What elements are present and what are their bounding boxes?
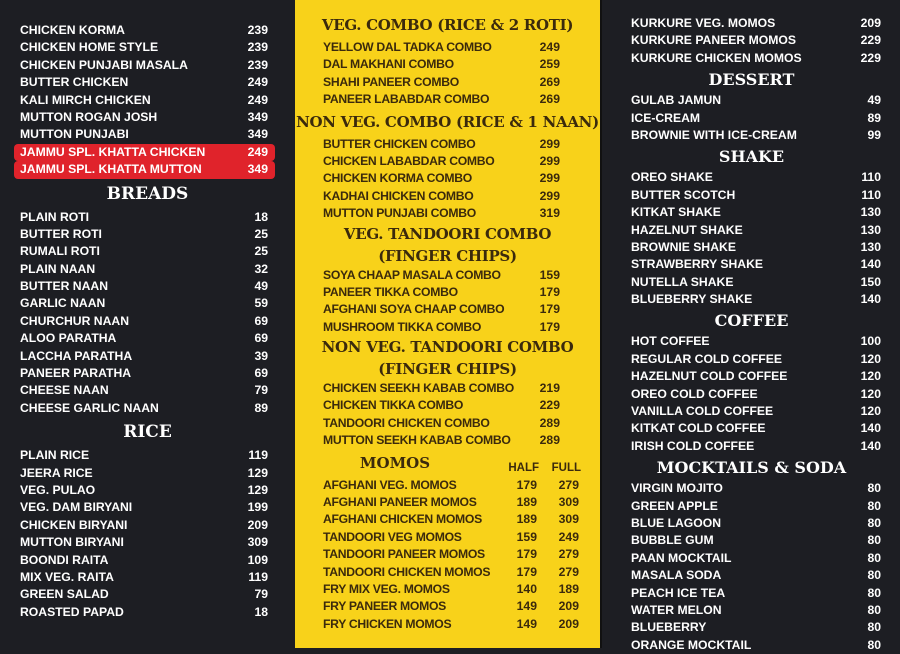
item-name: VANILLA COLD COFFEE <box>631 404 774 419</box>
item-name: IRISH COLD COFFEE <box>631 438 755 453</box>
menu-item <box>0 499 295 516</box>
item-full-price: 309 <box>558 495 579 510</box>
menu-item <box>0 604 295 621</box>
item-name: MUTTON PUNJABI COMBO <box>323 206 476 221</box>
item-name: MUTTON PUNJABI <box>20 127 129 142</box>
item-name: MUTTON BIRYANI <box>20 535 124 550</box>
menu-item <box>0 261 295 278</box>
item-name: CHICKEN KORMA <box>20 23 125 37</box>
item-price: 80 <box>867 620 881 635</box>
item-name: KURKURE CHICKEN MOMOS <box>631 50 802 65</box>
menu-item <box>603 239 900 256</box>
menu-item <box>603 32 900 49</box>
item-name: JEERA RICE <box>20 465 93 480</box>
menu-item <box>0 534 295 551</box>
menu-item <box>603 333 900 350</box>
item-name: GULAB JAMUN <box>631 93 722 108</box>
item-name: CHICKEN LABABDAR COMBO <box>323 153 495 168</box>
menu-item <box>603 169 900 186</box>
menu-item <box>603 420 900 437</box>
item-price: 110 <box>861 187 881 202</box>
item-price: 239 <box>247 57 268 72</box>
item-price: 269 <box>539 74 560 89</box>
item-price: 179 <box>539 302 560 317</box>
menu-item <box>295 511 600 528</box>
full-column-label: FULL <box>551 461 581 474</box>
item-name: CHICKEN SEEKH KABAB COMBO <box>323 381 514 396</box>
menu-item <box>0 330 295 347</box>
item-full-price: 209 <box>558 616 579 631</box>
item-name: HOT COFFEE <box>631 334 710 349</box>
item-name: CHEESE GARLIC NAAN <box>20 400 159 415</box>
section-heading: MOMOS <box>359 453 431 472</box>
item-price: 219 <box>539 381 560 396</box>
item-name: VEG. DAM BIRYANI <box>20 500 133 515</box>
item-name: CHICKEN KORMA COMBO <box>323 171 472 186</box>
menu-item <box>0 57 295 74</box>
item-price: 150 <box>860 274 881 289</box>
menu-item <box>603 15 900 32</box>
menu-item <box>295 56 600 73</box>
menu-item <box>0 313 295 330</box>
menu-item <box>0 447 295 464</box>
menu-item <box>295 380 600 397</box>
item-name: TANDOORI CHICKEN COMBO <box>323 415 490 430</box>
item-price: 130 <box>860 239 881 254</box>
section-heading: SHAKE <box>718 147 785 167</box>
item-price: 140 <box>860 292 881 307</box>
item-name: GREEN APPLE <box>631 498 718 513</box>
menu-item <box>295 301 600 318</box>
menu-item <box>603 351 900 368</box>
item-price: 289 <box>539 415 560 430</box>
menu-item <box>0 465 295 482</box>
item-price: 140 <box>860 438 881 453</box>
item-price: 140 <box>860 421 881 436</box>
menu-item <box>603 585 900 602</box>
item-price: 80 <box>867 481 881 496</box>
item-price: 80 <box>867 515 881 530</box>
item-price: 269 <box>539 92 560 107</box>
item-full-price: 249 <box>558 529 579 544</box>
item-full-price: 209 <box>558 599 579 614</box>
item-name: WATER MELON <box>631 602 722 617</box>
item-name: YELLOW DAL TADKA COMBO <box>323 40 492 54</box>
menu-item <box>0 74 295 91</box>
item-price: 89 <box>867 110 881 125</box>
menu-item <box>603 515 900 532</box>
item-price: 100 <box>860 334 881 349</box>
menu-item <box>295 39 600 56</box>
item-name: ALOO PARATHA <box>20 331 117 346</box>
item-name: FRY PANEER MOMOS <box>323 599 446 614</box>
item-name: KALI MIRCH CHICKEN <box>20 92 151 107</box>
menu-item <box>295 397 600 414</box>
item-name: MIX VEG. RAITA <box>20 569 114 584</box>
item-name: BROWNIE WITH ICE-CREAM <box>631 127 797 142</box>
item-name: BUTTER SCOTCH <box>631 187 736 202</box>
item-name: MUSHROOM TIKKA COMBO <box>323 319 482 334</box>
menu-item <box>603 291 900 308</box>
item-name: PAAN MOCKTAIL <box>631 550 732 565</box>
half-column-label: HALF <box>508 461 539 474</box>
item-name: BOONDI RAITA <box>20 552 109 567</box>
item-price: 59 <box>254 296 268 311</box>
item-name: BUTTER ROTI <box>20 226 102 241</box>
item-name: KURKURE VEG. MOMOS <box>631 16 776 30</box>
section-heading: NON VEG. TANDOORI COMBO <box>321 338 574 357</box>
item-price: 49 <box>254 279 268 294</box>
item-half-price: 149 <box>516 616 537 631</box>
item-name: BLUE LAGOON <box>631 515 722 530</box>
item-name: FRY MIX VEG. MOMOS <box>323 581 450 596</box>
item-price: 80 <box>867 568 881 583</box>
menu-item <box>603 550 900 567</box>
item-name: PANEER LABABDAR COMBO <box>323 92 490 107</box>
item-name: MUTTON ROGAN JOSH <box>20 109 158 124</box>
item-name: LACCHA PARATHA <box>20 348 133 363</box>
menu-item <box>295 136 600 153</box>
menu-item <box>603 498 900 515</box>
item-price: 18 <box>254 604 268 619</box>
menu-item <box>295 205 600 222</box>
menu-item <box>603 637 900 654</box>
menu-item <box>295 546 600 563</box>
item-price: 349 <box>247 162 268 177</box>
item-name: STRAWBERRY SHAKE <box>631 257 764 272</box>
item-price: 39 <box>254 348 268 363</box>
item-price: 25 <box>254 244 268 259</box>
item-name: GARLIC NAAN <box>20 296 106 311</box>
item-price: 130 <box>860 205 881 220</box>
item-name: BUTTER NAAN <box>20 279 109 294</box>
item-name: TANDOORI PANEER MOMOS <box>323 547 485 562</box>
menu-item <box>0 382 295 399</box>
item-name: CHICKEN TIKKA COMBO <box>323 398 464 413</box>
item-name: BROWNIE SHAKE <box>631 239 736 254</box>
menu-item <box>295 267 600 284</box>
menu-item <box>295 319 600 336</box>
menu-item <box>603 50 900 67</box>
item-half-price: 140 <box>516 581 537 596</box>
menu-item <box>0 552 295 569</box>
item-price: 179 <box>539 319 560 334</box>
menu-item <box>0 226 295 243</box>
menu-item <box>0 586 295 603</box>
item-name: TANDOORI CHICKEN MOMOS <box>323 564 491 579</box>
section-heading: BREADS <box>106 183 189 204</box>
item-name: CHICKEN BIRYANI <box>20 517 128 532</box>
menu-item <box>0 22 295 39</box>
section-heading: VEG. COMBO (RICE & 2 ROTI) <box>321 16 574 34</box>
menu-item <box>603 438 900 455</box>
menu-item <box>295 581 600 598</box>
item-full-price: 309 <box>558 512 579 527</box>
menu-item <box>295 598 600 615</box>
menu-item <box>603 256 900 273</box>
menu-column-middle <box>295 0 602 648</box>
item-price: 159 <box>539 267 560 282</box>
item-price: 209 <box>247 517 268 532</box>
menu-item <box>295 153 600 170</box>
menu-item <box>603 204 900 221</box>
item-price: 349 <box>247 127 268 142</box>
item-price: 69 <box>254 366 268 381</box>
item-price: 239 <box>247 40 268 55</box>
item-price: 120 <box>860 386 881 401</box>
section-subheading: (FINGER CHIPS) <box>378 246 517 265</box>
item-half-price: 149 <box>516 599 537 614</box>
item-name: DAL MAKHANI COMBO <box>323 57 454 72</box>
menu-item <box>0 209 295 226</box>
menu-item <box>295 188 600 205</box>
menu-item <box>0 109 295 126</box>
item-name: ROASTED PAPAD <box>20 604 124 619</box>
item-name: JAMMU SPL. KHATTA CHICKEN <box>20 144 206 159</box>
menu-item <box>0 126 295 143</box>
menu-item <box>603 602 900 619</box>
item-name: REGULAR COLD COFFEE <box>631 351 782 366</box>
section-heading: DESSERT <box>708 70 795 90</box>
menu-item <box>295 564 600 581</box>
item-half-price: 179 <box>516 477 537 492</box>
menu-item <box>0 348 295 365</box>
menu-item <box>603 480 900 497</box>
item-full-price: 279 <box>558 477 579 492</box>
item-price: 32 <box>254 261 268 276</box>
item-price: 299 <box>539 188 560 203</box>
menu-item-highlighted <box>14 144 275 161</box>
item-half-price: 179 <box>516 564 537 579</box>
item-price: 69 <box>254 331 268 346</box>
item-price: 299 <box>539 171 560 186</box>
menu-item <box>295 616 600 633</box>
section-heading: RICE <box>123 422 172 443</box>
item-name: PLAIN NAAN <box>20 261 96 276</box>
menu-item <box>0 39 295 56</box>
item-name: HAZELNUT SHAKE <box>631 222 743 237</box>
item-price: 80 <box>867 550 881 565</box>
item-price: 80 <box>867 585 881 600</box>
item-price: 110 <box>861 170 881 185</box>
item-price: 119 <box>248 569 268 584</box>
item-half-price: 189 <box>516 512 537 527</box>
item-price: 120 <box>860 351 881 366</box>
menu-item <box>0 400 295 417</box>
section-heading: COFFEE <box>714 311 789 331</box>
item-price: 299 <box>539 136 560 151</box>
item-price: 79 <box>254 587 268 602</box>
item-price: 140 <box>860 257 881 272</box>
section-heading: VEG. TANDOORI COMBO <box>343 224 552 243</box>
item-price: 239 <box>247 23 268 37</box>
item-name: BUTTER CHICKEN COMBO <box>323 136 476 151</box>
item-price: 79 <box>254 383 268 398</box>
menu-item <box>295 494 600 511</box>
item-name: PEACH ICE TEA <box>631 585 726 600</box>
item-full-price: 279 <box>558 564 579 579</box>
item-price: 99 <box>867 127 881 142</box>
item-price: 249 <box>247 75 268 90</box>
menu-item <box>0 295 295 312</box>
item-price: 80 <box>867 533 881 548</box>
item-price: 130 <box>860 222 881 237</box>
menu-item <box>295 91 600 108</box>
item-price: 129 <box>247 465 268 480</box>
menu-item <box>295 74 600 91</box>
item-name: AFGHANI CHICKEN MOMOS <box>323 512 482 527</box>
item-price: 319 <box>539 206 560 221</box>
item-price: 109 <box>247 552 268 567</box>
menu-item <box>0 569 295 586</box>
section-subheading: (FINGER CHIPS) <box>378 360 517 379</box>
menu-item <box>603 619 900 636</box>
menu-item <box>603 92 900 109</box>
item-name: AFGHANI PANEER MOMOS <box>323 495 477 510</box>
item-name: OREO SHAKE <box>631 170 713 185</box>
item-price: 129 <box>247 482 268 497</box>
item-price: 18 <box>254 209 268 224</box>
menu-item <box>0 517 295 534</box>
menu-item <box>295 432 600 449</box>
menu-item <box>295 529 600 546</box>
item-price: 25 <box>254 226 268 241</box>
menu-item <box>295 284 600 301</box>
item-name: TANDOORI VEG MOMOS <box>323 529 462 544</box>
item-name: BUBBLE GUM <box>631 533 714 548</box>
item-full-price: 189 <box>558 581 579 596</box>
item-name: PANEER PARATHA <box>20 366 132 381</box>
item-price: 69 <box>254 313 268 328</box>
item-price: 229 <box>860 33 881 48</box>
item-price: 80 <box>867 602 881 617</box>
item-price: 249 <box>247 144 268 159</box>
menu-item <box>603 110 900 127</box>
item-name: AFGHANI SOYA CHAAP COMBO <box>323 302 505 317</box>
menu-item <box>603 532 900 549</box>
item-name: SHAHI PANEER COMBO <box>323 74 459 89</box>
section-heading-with-columns <box>295 450 600 477</box>
item-name: SOYA CHAAP MASALA COMBO <box>323 267 501 282</box>
item-price: 299 <box>539 153 560 168</box>
item-name: VIRGIN MOJITO <box>631 481 723 496</box>
item-name: RUMALI ROTI <box>20 244 100 259</box>
item-name: ICE-CREAM <box>631 110 701 125</box>
item-half-price: 159 <box>516 529 537 544</box>
menu-item <box>603 274 900 291</box>
item-name: MUTTON SEEKH KABAB COMBO <box>323 433 511 448</box>
item-price: 179 <box>539 284 560 299</box>
menu-item <box>603 222 900 239</box>
item-name: BLUEBERRY SHAKE <box>631 292 753 307</box>
item-price: 120 <box>860 404 881 419</box>
item-name: NUTELLA SHAKE <box>631 274 734 289</box>
menu-item <box>295 415 600 432</box>
item-price: 199 <box>247 500 268 515</box>
item-name: BUTTER CHICKEN <box>20 75 129 90</box>
item-price: 229 <box>860 50 881 65</box>
menu-item <box>295 170 600 187</box>
item-price: 229 <box>539 398 560 413</box>
section-heading: MOCKTAILS & SODA <box>656 458 847 478</box>
item-price: 209 <box>860 16 881 30</box>
item-price: 249 <box>539 40 560 54</box>
menu-column-right <box>603 0 900 652</box>
item-name: KITKAT COLD COFFEE <box>631 421 766 436</box>
menu-item-highlighted <box>14 161 275 178</box>
item-price: 80 <box>867 498 881 513</box>
item-name: PLAIN ROTI <box>20 209 90 224</box>
item-name: KITKAT SHAKE <box>631 205 721 220</box>
item-price: 309 <box>247 535 268 550</box>
item-name: MASALA SODA <box>631 568 722 583</box>
item-name: CHICKEN HOME STYLE <box>20 40 159 55</box>
item-name: PLAIN RICE <box>20 448 90 463</box>
item-name: HAZELNUT COLD COFFEE <box>631 369 788 384</box>
item-price: 349 <box>247 109 268 124</box>
menu-item <box>603 127 900 144</box>
item-name: GREEN SALAD <box>20 587 109 602</box>
menu-item <box>603 567 900 584</box>
item-price: 80 <box>867 637 881 652</box>
menu-item <box>0 365 295 382</box>
menu-item <box>603 403 900 420</box>
item-price: 49 <box>867 93 881 108</box>
menu-item <box>0 278 295 295</box>
item-price: 89 <box>254 400 268 415</box>
menu-item <box>603 187 900 204</box>
item-name: CHURCHUR NAAN <box>20 313 130 328</box>
item-name: CHEESE NAAN <box>20 383 109 398</box>
item-name: VEG. PULAO <box>20 482 96 497</box>
menu-item <box>603 386 900 403</box>
item-price: 120 <box>860 369 881 384</box>
menu-item <box>0 482 295 499</box>
item-price: 259 <box>539 57 560 72</box>
item-half-price: 189 <box>516 495 537 510</box>
item-name: BLUEBERRY <box>631 620 707 635</box>
menu-item <box>0 243 295 260</box>
item-name: FRY CHICKEN MOMOS <box>323 616 452 631</box>
section-heading: NON VEG. COMBO (RICE & 1 NAAN) <box>296 112 599 131</box>
item-name: AFGHANI VEG. MOMOS <box>323 477 457 492</box>
item-price: 289 <box>539 433 560 448</box>
item-name: KURKURE PANEER MOMOS <box>631 33 796 48</box>
item-name: ORANGE MOCKTAIL <box>631 637 752 652</box>
menu-item <box>603 368 900 385</box>
item-name: JAMMU SPL. KHATTA MUTTON <box>20 162 202 177</box>
item-price: 119 <box>248 448 268 463</box>
item-name: CHICKEN PUNJABI MASALA <box>20 57 188 72</box>
item-full-price: 279 <box>558 547 579 562</box>
item-name: PANEER TIKKA COMBO <box>323 284 458 299</box>
menu-item <box>0 92 295 109</box>
item-name: KADHAI CHICKEN COMBO <box>323 188 474 203</box>
item-name: OREO COLD COFFEE <box>631 386 758 401</box>
item-price: 249 <box>247 92 268 107</box>
menu-item <box>295 477 600 494</box>
menu-column-left <box>0 0 295 648</box>
item-half-price: 179 <box>516 547 537 562</box>
